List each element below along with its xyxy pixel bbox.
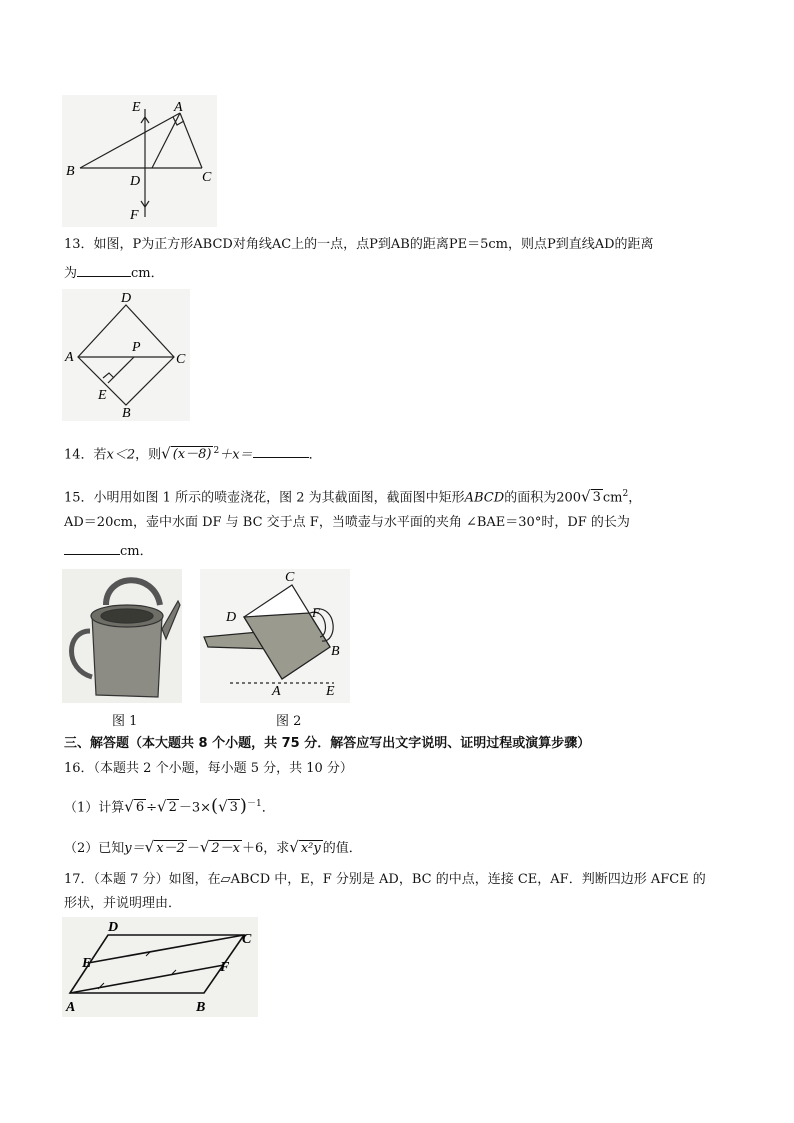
fig12-label-a: A (174, 100, 183, 115)
fig15-label-f: F (312, 605, 320, 620)
fig15-label-e: E (326, 684, 335, 699)
fig13-label-d: D (121, 291, 132, 306)
figure-cross-section (200, 569, 350, 703)
fig17-label-d: D (108, 920, 119, 935)
figure-watering-can-photo (62, 569, 182, 703)
fig13-label-b: B (122, 406, 131, 421)
q13-answer-blank[interactable] (77, 262, 131, 277)
figure-q17-parallelogram (62, 917, 258, 1017)
q15-text-line2: AD＝20cm，壶中水面 DF 与 BC 交于点 F，当喷壶与水平面的夹角 ∠BAE＝30°时，DF 的长为 (64, 515, 630, 530)
figure-caption-2: 图 2 (276, 714, 302, 729)
q15-answer-blank[interactable] (64, 540, 120, 555)
q17-text-line2: 形状，并说明理由． (64, 896, 182, 911)
fig13-label-c: C (176, 352, 186, 367)
q14-text: 14．若x＜2，则√ (x－8) $^2$＋x＝ ． (64, 444, 322, 463)
q13-text-line1: 13．如图，P为正方形ABCD对角线AC上的一点，点P到AB的距离PE＝5cm，则点P到直线AD的距离 (64, 237, 654, 252)
fig15-label-d: D (226, 610, 237, 625)
fig15-label-c: C (285, 570, 295, 585)
figure-q12 (62, 95, 217, 227)
q15-text-line1: 15．小明用如图 1 所示的喷壶浇花，图 2 为其截面图，截面图中矩形ABCD的面积为200√ 3 $cm^2$， (64, 487, 642, 506)
figure-q13 (62, 289, 190, 421)
fig17-label-b: B (196, 1000, 206, 1015)
fig13-label-a: A (65, 350, 74, 365)
q16-part2: （2）已知y＝√ x－2 －√ 2－x ＋6，求√ x²y 的值． (64, 838, 362, 856)
section-3-title: 三、解答题（本大题共 8 个小题，共 75 分．解答应写出文字说明、证明过程或演算步骤） (64, 736, 591, 751)
fig12-label-e: E (132, 100, 141, 115)
figure-caption-1: 图 1 (112, 714, 138, 729)
q14-answer-blank[interactable] (253, 443, 309, 458)
q16-part1: （1）计算√ 6 ÷√ 2 －3×(√ 3 )$^{-1}$． (64, 795, 275, 817)
q16-header: 16．（本题共 2 个小题，每小题 5 分，共 10 分） (64, 761, 353, 776)
fig17-label-f: F (220, 960, 230, 975)
fig13-label-p: P (132, 340, 141, 355)
fig17-label-e: E (82, 956, 92, 971)
q17-text-line1: 17．（本题 7 分）如图，在▱ABCD 中，E，F 分别是 AD，BC 的中点，连接 CE，AF．判断四边形 AFCE 的 (64, 872, 706, 887)
fig13-label-e: E (98, 388, 107, 403)
fig15-label-b: B (331, 644, 340, 659)
fig15-label-a: A (272, 684, 281, 699)
fig12-label-d: D (130, 174, 141, 189)
fig17-label-c: C (242, 932, 252, 947)
fig17-label-a: A (66, 1000, 76, 1015)
fig12-label-b: B (66, 164, 75, 179)
q13-text-line2: 为 cm． (64, 262, 164, 283)
q15-text-line3: cm． (64, 540, 153, 561)
fig12-label-c: C (202, 170, 212, 185)
fig12-label-f: F (130, 208, 139, 223)
